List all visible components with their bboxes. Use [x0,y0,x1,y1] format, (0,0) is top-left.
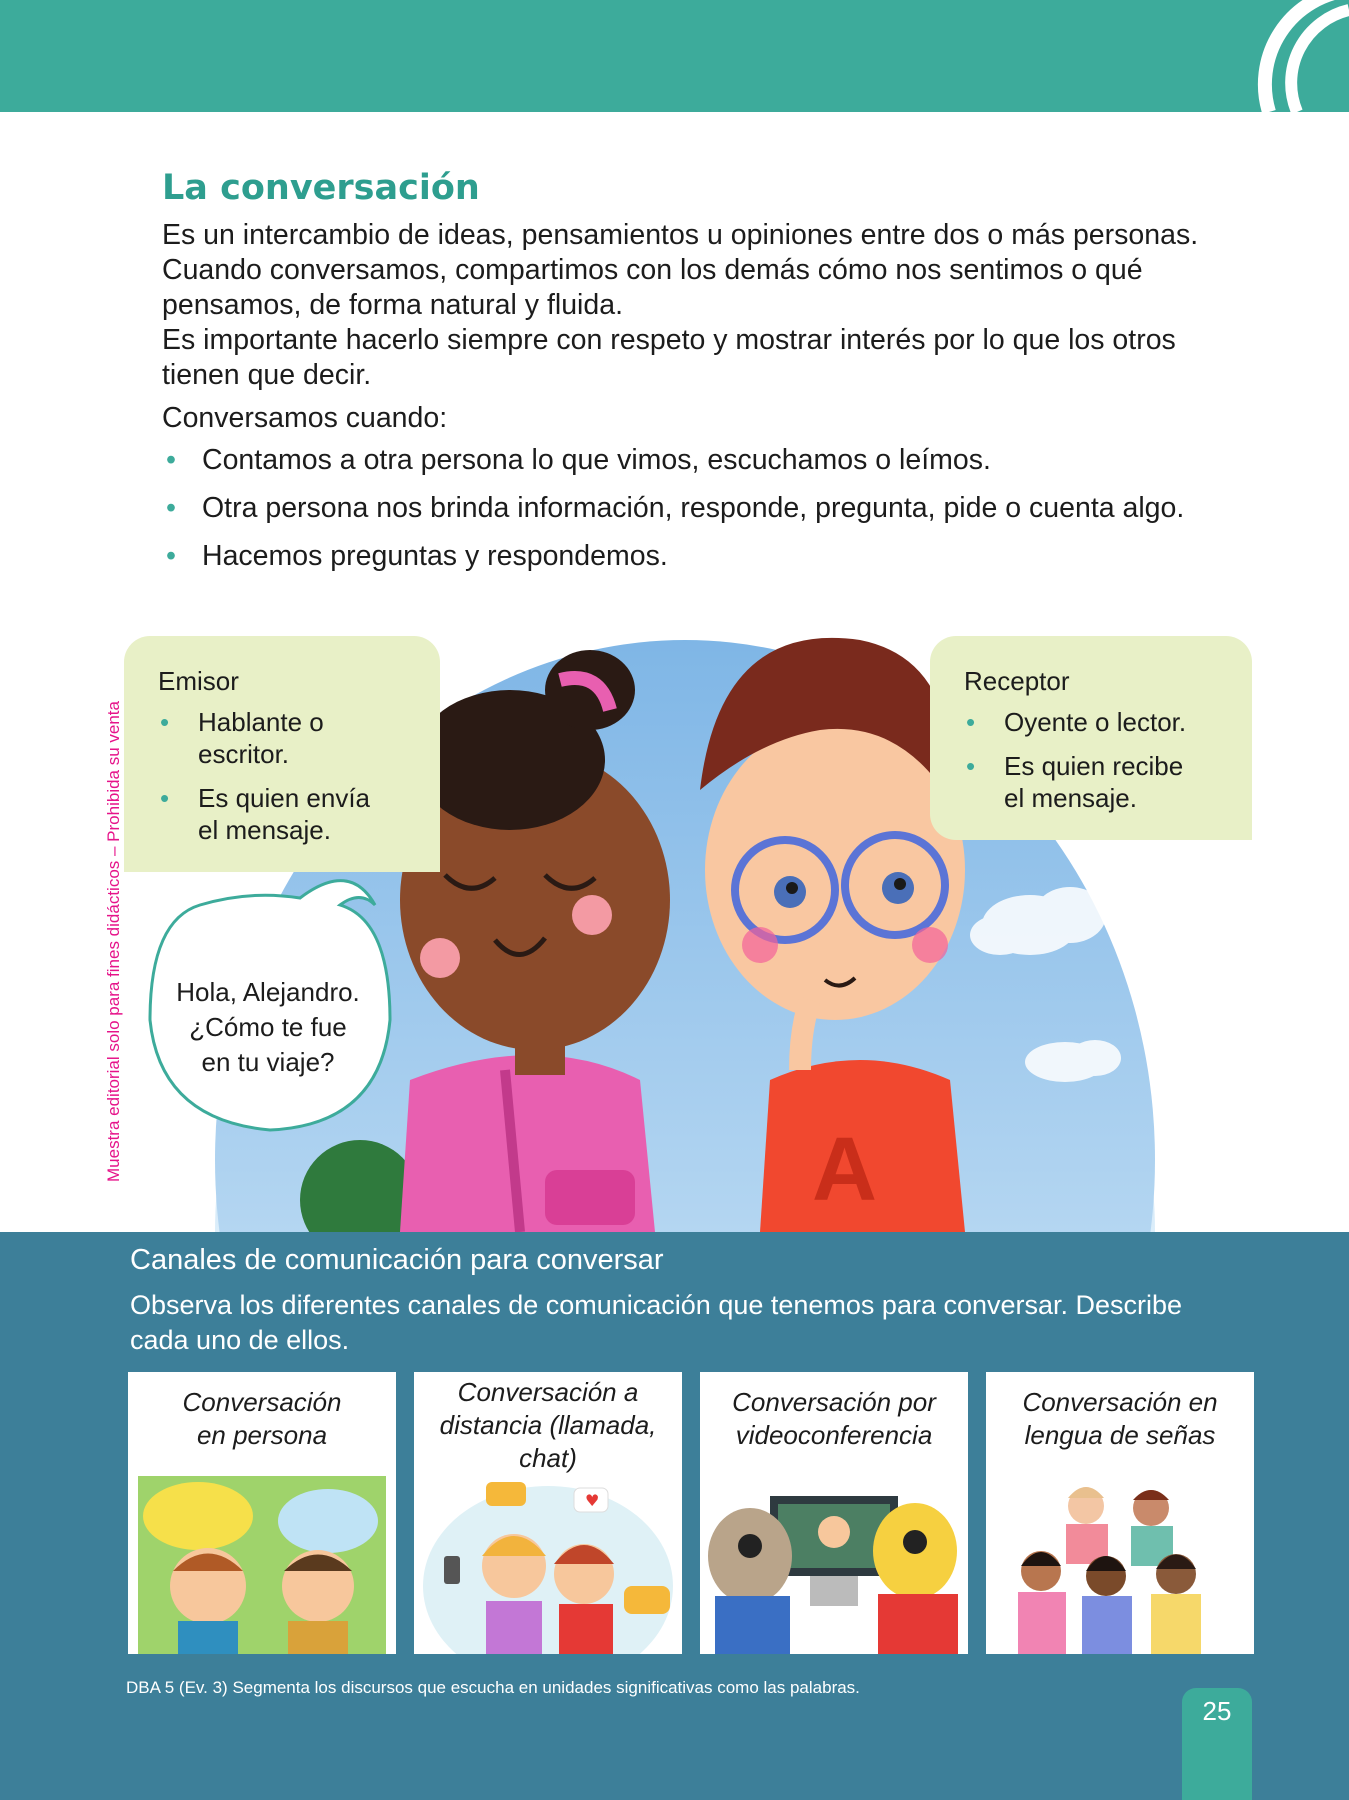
svg-text:A: A [812,1120,877,1220]
channels-title: Canales de comunicación para conversar [130,1244,664,1276]
channel-card-en-persona [128,1372,396,1654]
emisor-card [124,636,440,872]
page-number: 25 [1202,1696,1232,1726]
receptor-item: • Es quien recibe el mensaje. [964,750,1189,814]
sign-language-group-image [986,1476,1254,1654]
side-watermark-note: Muestra editorial solo para fines didácticos – Prohibida su venta [104,701,123,1182]
two-boys-talking-image [128,1476,396,1654]
intro-text [162,218,1222,393]
intro-paragraph: Es importante hacerlo siempre con respeto y mostrar interés por lo que los otros tienen que decir. [162,324,1176,391]
bullets-subhead: Conversamos cuando: [162,402,448,434]
emisor-title: Emisor [158,666,239,696]
girls-with-phone-image [414,1476,682,1654]
speech-line: ¿Cómo te fue en tu viaje? [189,1012,347,1077]
emisor-item: • Es quien envía el mensaje. [158,782,388,846]
speech-bubble-text [148,975,388,1080]
emisor-item: • Hablante o escritor. [158,706,358,770]
channel-card-videoconferencia [700,1372,968,1654]
channel-card-label: Conversación a distancia (llamada, chat) [439,1377,657,1473]
top-header-band [0,0,1349,112]
footer-dba-note: DBA 5 (Ev. 3) Segmenta los discursos que escucha en unidades significativas como las palabras. [126,1678,860,1697]
channel-card-lengua-senas [986,1372,1254,1654]
bullet-item: • Hacemos preguntas y respondemos. [162,539,1222,574]
section-title: La conversación [162,168,480,208]
receptor-list [964,706,1189,826]
decorative-arcs-icon [1229,0,1349,112]
receptor-title: Receptor [964,666,1070,696]
page-number-tab [1182,1688,1252,1800]
children-videocall-image [700,1476,968,1654]
channel-card-label: Conversación en lengua de señas [1022,1387,1218,1450]
bullet-item: • Otra persona nos brinda información, responde, pregunta, pide o cuenta algo. [162,491,1222,526]
channel-card-a-distancia [414,1372,682,1654]
receptor-card [930,636,1252,840]
channel-card-label: Conversación en persona [182,1387,342,1450]
emisor-list [158,706,388,858]
channels-description: Observa los diferentes canales de comunicación que tenemos para conversar. Describe cada uno de ellos. [130,1290,1183,1355]
intro-paragraph: Es un intercambio de ideas, pensamientos u opiniones entre dos o más personas. Cuando conversamos, compartimos con los demás cómo nos sentimos o qué pensamos, de forma natural y fluida. [162,219,1199,321]
channel-card-label: Conversación por videoconferencia [732,1387,936,1450]
speech-line: Hola, Alejandro. [176,977,360,1007]
bullet-item: • Contamos a otra persona lo que vimos, escuchamos o leímos. [162,443,1222,478]
receptor-item: • Oyente o lector. [964,706,1189,738]
svg-text:♥: ♥ [585,1491,600,1510]
conversation-bullets [162,443,1222,587]
